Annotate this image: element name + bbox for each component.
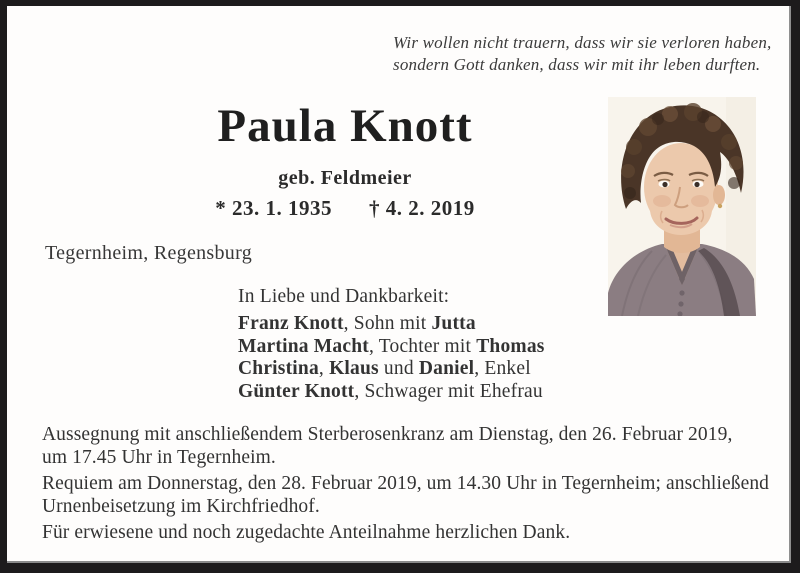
quote-line-1: Wir wollen nicht trauern, dass wir sie verloren haben, <box>393 33 772 52</box>
announcement-line: Aussegnung mit anschließendem Sterberosenkranz am Dienstag, den 26. Februar 2019, <box>42 424 733 445</box>
family-line <box>238 336 545 358</box>
family-member-name: Jutta <box>431 313 476 335</box>
quote-line-2: sondern Gott danken, dass wir mit ihr leben durften. <box>393 55 761 74</box>
family-line <box>238 358 545 380</box>
family-member-name: Günter Knott <box>238 380 355 402</box>
announcement-line: Requiem am Donnerstag, den 28. Februar 2019, um 14.30 Uhr in Tegernheim; anschließend <box>42 473 770 494</box>
family-relation-text: und <box>378 358 419 380</box>
family-member-name: Franz Knott <box>238 313 344 335</box>
announcement-paragraph <box>42 472 769 518</box>
family-member-name: Klaus <box>329 358 379 380</box>
family-line <box>238 313 545 335</box>
announcements-block <box>42 423 769 547</box>
family-line <box>238 381 545 403</box>
family-relation-text: , <box>318 358 330 380</box>
location-line: Tegernheim, Regensburg <box>45 242 253 264</box>
family-member-name: Martina Macht <box>238 335 369 357</box>
notice-paper <box>7 6 791 563</box>
epigraph-quote <box>393 32 771 76</box>
family-list <box>238 313 545 403</box>
family-relation-text: , Enkel <box>474 358 531 380</box>
birth-date: * 23. 1. 1935 <box>215 196 332 220</box>
deceased-name: Paula Knott <box>217 100 473 152</box>
family-intro: In Liebe und Dankbarkeit: <box>238 286 450 307</box>
family-relation-text: , Tochter mit <box>368 335 477 357</box>
family-relation-text: , Sohn mit <box>343 313 432 335</box>
family-member-name: Thomas <box>476 335 545 357</box>
announcement-line: um 17.45 Uhr in Tegernheim. <box>42 447 276 468</box>
family-relation-text: , Schwager mit Ehefrau <box>354 380 543 402</box>
family-block <box>238 286 545 403</box>
maiden-name: geb. Feldmeier <box>278 167 412 189</box>
deceased-header <box>7 102 683 221</box>
announcement-line: Für erwiesene und noch zugedachte Anteilnahme herzlichen Dank. <box>42 522 571 543</box>
family-member-name: Christina <box>238 358 319 380</box>
announcement-line: Urnenbeisetzung im Kirchfriedhof. <box>42 496 320 517</box>
announcement-paragraph <box>42 423 769 469</box>
family-member-name: Daniel <box>418 358 475 380</box>
life-dates <box>7 196 683 221</box>
death-date: † 4. 2. 2019 <box>369 196 475 220</box>
announcement-paragraph <box>42 521 769 544</box>
